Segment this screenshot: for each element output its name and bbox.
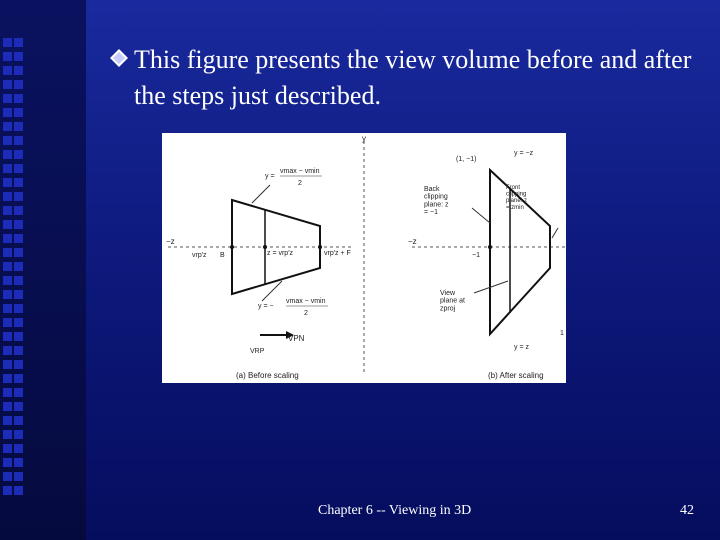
- square-marker: [14, 262, 23, 271]
- square-marker: [14, 374, 23, 383]
- square-marker: [14, 52, 23, 61]
- square-marker: [3, 304, 12, 313]
- square-marker: [14, 318, 23, 327]
- square-marker: [14, 38, 23, 47]
- square-marker: [3, 220, 12, 229]
- square-marker: [3, 416, 12, 425]
- square-marker: [14, 304, 23, 313]
- panel-a-back-dot: [230, 245, 234, 249]
- square-marker: [14, 444, 23, 453]
- square-marker: [3, 192, 12, 201]
- bullet-item: [134, 42, 694, 114]
- footer-title: Chapter 6 -- Viewing in 3D: [318, 503, 472, 518]
- square-marker: [3, 108, 12, 117]
- square-marker: [3, 374, 12, 383]
- square-marker: [14, 178, 23, 187]
- square-marker: [14, 402, 23, 411]
- panel-a-y-label: y: [362, 134, 366, 143]
- panel-b: [408, 141, 566, 380]
- panel-b-caption: (b) After scaling: [488, 371, 544, 380]
- vrp-label: VRP: [250, 348, 265, 355]
- square-marker: [14, 66, 23, 75]
- square-marker: [3, 178, 12, 187]
- bottom-edge-numerator: vmax − vmin: [286, 298, 326, 305]
- back-label: vrp′z: [192, 252, 207, 259]
- square-marker: [14, 192, 23, 201]
- square-marker: [3, 346, 12, 355]
- panel-a-z-label: −z: [166, 237, 175, 246]
- square-marker: [14, 234, 23, 243]
- page-number: 42: [680, 503, 694, 518]
- vpn-label: VPN: [288, 334, 305, 343]
- back-plane-label: Back clipping plane: z = −1: [424, 186, 449, 217]
- front-label: vrp′z + F: [324, 250, 351, 257]
- panel-a-caption: (a) Before scaling: [236, 371, 299, 380]
- square-marker: [14, 290, 23, 299]
- panel-b-z-label: −z: [408, 237, 417, 246]
- square-marker: [14, 80, 23, 89]
- bullet-text: This figure presents the view volume before and after the steps just described.: [134, 45, 692, 110]
- square-column-left: [3, 38, 12, 500]
- square-marker: [3, 402, 12, 411]
- panel-b-front-leader: [552, 228, 558, 238]
- square-marker: [3, 430, 12, 439]
- square-column-right: [14, 38, 23, 500]
- square-marker: [3, 318, 12, 327]
- square-marker: [3, 94, 12, 103]
- top-edge-numerator: vmax − vmin: [280, 168, 320, 175]
- square-marker: [3, 276, 12, 285]
- square-marker: [14, 332, 23, 341]
- square-marker: [3, 332, 12, 341]
- minus-one-label: −1: [472, 252, 480, 259]
- square-marker: [14, 472, 23, 481]
- front-plane-label: Front clipping plane: z = zmin: [506, 185, 528, 211]
- square-marker: [3, 206, 12, 215]
- square-marker: [14, 122, 23, 131]
- square-marker: [3, 150, 12, 159]
- one-label: 1: [560, 330, 564, 337]
- square-marker: [3, 486, 12, 495]
- square-marker: [3, 444, 12, 453]
- square-marker: [14, 108, 23, 117]
- panel-a: [166, 134, 366, 380]
- panel-b-back-dot: [488, 245, 492, 249]
- square-marker: [3, 52, 12, 61]
- bottom-edge-denominator: 2: [304, 310, 308, 317]
- square-marker: [3, 290, 12, 299]
- diamond-bullet-icon: [110, 49, 128, 67]
- panel-b-back-leader: [472, 208, 490, 223]
- square-marker: [3, 472, 12, 481]
- square-marker: [3, 388, 12, 397]
- square-marker: [14, 220, 23, 229]
- panel-a-front-dot: [318, 245, 322, 249]
- square-marker: [14, 346, 23, 355]
- square-marker: [14, 248, 23, 257]
- top-edge-denominator: 2: [298, 180, 302, 187]
- bottom-edge-lhs: y = −: [258, 303, 274, 310]
- square-marker: [3, 458, 12, 467]
- square-marker: [14, 416, 23, 425]
- square-marker: [14, 164, 23, 173]
- square-marker: [14, 276, 23, 285]
- square-marker: [14, 136, 23, 145]
- square-marker: [14, 150, 23, 159]
- square-marker: [14, 94, 23, 103]
- square-marker: [14, 360, 23, 369]
- view-volume-figure: [162, 133, 566, 383]
- top-edge-lhs: y =: [265, 173, 275, 180]
- panel-a-mid-dot: [263, 245, 267, 249]
- square-marker: [3, 360, 12, 369]
- left-decorative-band: [0, 0, 86, 540]
- square-marker: [14, 206, 23, 215]
- square-marker: [3, 234, 12, 243]
- square-marker: [3, 80, 12, 89]
- figure-svg: [162, 133, 566, 383]
- square-marker: [3, 66, 12, 75]
- square-marker: [14, 388, 23, 397]
- square-marker: [14, 430, 23, 439]
- square-marker: [14, 486, 23, 495]
- square-marker: [3, 262, 12, 271]
- panel-a-top-leader: [252, 185, 270, 203]
- square-marker: [3, 136, 12, 145]
- square-marker: [3, 164, 12, 173]
- top-line-label: y = −z: [514, 150, 534, 157]
- square-marker: [3, 248, 12, 257]
- mid-label: z = vrp′z: [267, 250, 294, 257]
- view-plane-label: View plane at zproj: [440, 290, 465, 313]
- square-marker: [14, 458, 23, 467]
- square-marker: [3, 38, 12, 47]
- bottom-line-label: y = z: [514, 344, 529, 351]
- square-marker: [3, 122, 12, 131]
- back-label-b: B: [220, 252, 225, 259]
- corner-top-label: (1, −1): [456, 156, 477, 163]
